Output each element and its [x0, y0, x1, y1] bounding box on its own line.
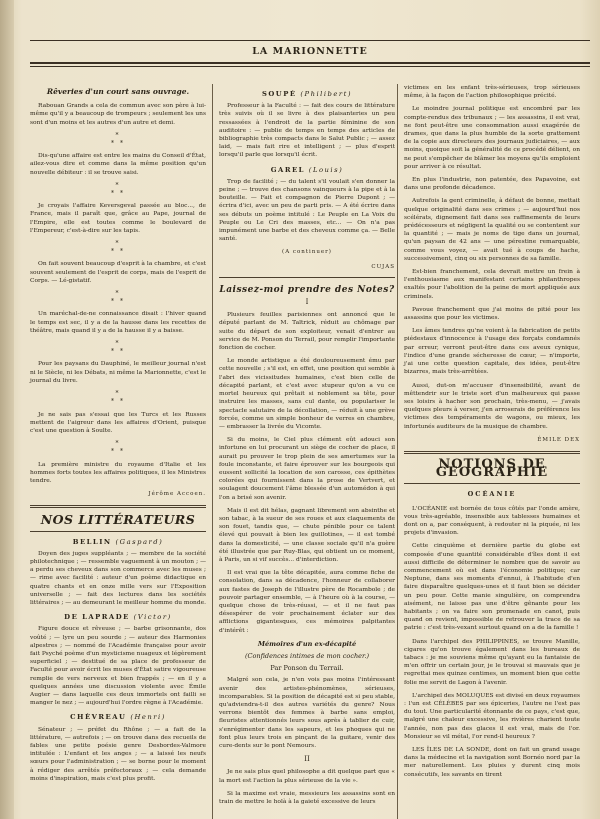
section-subheading: OCÉANIE	[467, 490, 517, 499]
paragraph: On fait souvent beaucoup d'esprit à la chambre, et c'est souvent seulement de l'esprit de corps, mais de l'esprit de Corps. — Lé-gistatif.	[30, 261, 206, 284]
separator-stars: * * *	[111, 390, 125, 406]
paragraph: Cette cinquième et dernière partie du globe est composée d'une quantité considérable d'îles dont il est aussi difficile de déterminer le nombre que de savoir au commencement où est dans l'économie politique; car Neptune, dans ses moments d'ennui, à l'habitude d'en faire disparaître quelques-unes et il faut bien se décider un peu pour. Cette manie singulière, on comprendra aisément, ne laisse pas une d'être gênante pour les habitants ; on va faire son promenade en canot, puis quand on revient, impossible de retrouver la trace de sa patrie : c'est très-vexant surtout quand on a de la famille !	[404, 543, 580, 632]
entry-text: Doyen des juges suppléants ; — membre de la société philotechnique ; — ressemble vaguement à un mouton ; — a perdu ses cheveux dans son commerce avec les muses ; — rime avec facilité : auteur d'un poème didactique en quatre chants et en onze mille vers sur l'Exposition universelle ; — fait des lectures dans les sociétés littéraires ; — au demeurant le meilleur homme du monde.	[30, 550, 206, 606]
entry-first-name: (Philibert)	[300, 90, 353, 98]
entry-first-name: (Victor)	[133, 613, 172, 622]
entry-name: DE LAPRADE	[64, 613, 130, 622]
section-number: I	[305, 298, 309, 307]
entry-first-name: (Louis)	[308, 165, 344, 174]
paragraph: Le moindre journal politique est encombré par les compte-rendus des tribunaux ; — les assassins, il est vrai, ne font peut-être une consommation aussi exagérée de drames, que dans la plus humble de la sorte grattement de la copie aux directeurs des journaux judiciaires, — aux moins, quoique soit la généralité de ce procédé délient, on ne peut s'empêcher de blâmer les moyens qu'ils emploient pour arriver à ce résultat.	[404, 106, 580, 170]
entry-text: Figure douce et rêveuse ; — barbe grisonnante, dos voûté ; — lyre un peu sourde ; — auteur des Harmonies alpestres ; — nommé de l'Académie française pour avoir fait Psyché poème d'un mysticisme nuageux et légèrement superficiel ; — destitué de sa place de professeur de Faculté pour avoir écrit les muses d'État satire vigoureuse remplie de vers nerveux et bien frappés ; — en il y a quelques années une discussion violente avec Émile Augier — dans laquelle ces deux immortels ont failli se manger le nez ; — aujourd'hui l'ordre règne à l'Académie.	[30, 626, 206, 707]
paragraph: Il est vrai que la tête décapitée, aura comme fiche de consolation, dans sa décadence, l'honneur de collaborer aux fastes de Joseph de l'illustre père de Rocambole ; de pouvoir partager ensemble, — à l'heure où à la course, — quelque chose de très-réussi, — et il ne faut pas désespérer de voir prochainement éclater sur des afflictions gigantesques, ces mémoires palpitantes d'intérêt :	[219, 570, 395, 634]
entry-title	[30, 613, 206, 621]
paragraph: Je croyais l'affaire Keversgeval passée au bloc..., de France, mais il paraît que, grâce au Pape, journal de l'Empire, elle est toutes comme le boulevard de l'Empereur, c'est-à-dire sur les tapis.	[30, 203, 206, 234]
section-big-heading: NOS LITTÉRATEURS	[40, 512, 196, 528]
entry-name: CHÈVREAU	[70, 713, 127, 722]
paragraph: L'archipel des MOLUQUES est divisé en deux royaumes : l'un est CÉLÈBES par ses épiceries, l'autre ne l'est pas du tout. Une particularité étonnante de ce pays, c'est que, malgré une chaleur excessive, les rivières charient toute l'année, non pas des glaces il est vrai, mais de l'or. Monsieur se vil métal, l'or rend-il heureux ?	[404, 692, 580, 740]
paragraph: Si du moins, le Ciel plus clément eût adouci son infortune en lui procurant un siège de cocher de place, il aurait pu prouver le trop plein de ses amertumes sur la foule inconstante, et faire éprouver sur les bourgeois qui eussent sollicité la location de son carosse, ces épithètes colorées qui fournissent dans la prose de Vertvert, et soulagent doucement l'âme blessée d'un automédon à qui l'on a brisé son avenir.	[219, 437, 395, 501]
paragraph: Est-bien franchement, cela devrait mettre un frein à l'enthousiasme aux manifestant certains philanthropes exaltés pour l'abolition de la peine de mort appliquée aux criminels.	[404, 269, 580, 300]
paragraph: La première ministre du royaume d'Italie et les hommes forts toutes les affaires politiques, il les Ministres tendre.	[30, 461, 206, 484]
entry-text: Trop de facilité ; — du talent s'il voulait s'en donner la peine ; — trouve des chansons vainqueurs à la pipe et à la bouteille. — Fait et compagnon de Pierre Dupont ; — écrira d'ici, avec un peu de parti pris. — A été écrire dans ses débuts un poème intitulé : Le Peuple en La Voix du Peuple ou Le Cri des masses, etc... — On n'a pas impunément une barbe et des cheveux comme ça. — Belle santé.	[219, 178, 395, 243]
entry-name: GAREL	[270, 165, 305, 174]
entry-title	[30, 713, 206, 721]
separator-stars: * * *	[111, 340, 125, 356]
paragraph: Je ne sais pas s'essai que les Turcs et les Russes mettent de l'aigreur dans les affaires d'Orient, puisque c'est une question à Soulte.	[30, 411, 206, 434]
paragraph: Les âmes tendres qu'ne voient à la fabrication de petits piédestaux d'innocence à l'usage des forçats condamnés par erreur, verront peut-être dans ces aveux cynique, l'indice d'une grande sécheresse de cœur, — n'importe, j'ai une cette question capitale, des idées, peut-être bizarres, mais très-arrêtées.	[404, 328, 580, 376]
entry-name: SOUPÉ	[261, 90, 297, 98]
separator-stars: * * *	[111, 440, 125, 456]
masthead-bottom-rule-thin	[30, 66, 590, 67]
paragraph: L'OCÉANIE est bornée de tous côtés par l'onde amère, vous très-agréable, insensible aux tablesses humaines et dont on a, par conséquent, à redouter ni la piquée, ni les projets d'invasion.	[404, 505, 580, 537]
column-divider-2	[397, 84, 398, 819]
column-2	[219, 84, 395, 811]
section-rule	[404, 483, 580, 484]
paragraph: Malgré son cela, je n'en vois pas moins l'intéressant avenir des artistes-phénomènes, sérieuses, incomparables. Si la position de décapité est si peu stable, qu'adviendra-t-il des autres variétés du genre? Nous verrons bientôt des femmes à barbe sans emploi, fleuristes attentionnés leurs sous après à tablier de cuir, s'enrégimenter dans les sapeurs, et les phoques qui ne font plus leurs trois en pinçant de la guitare, venir des cure-dents sur le pont Nemours.	[219, 677, 395, 750]
section-rule	[219, 277, 395, 278]
memoir-subtitle: (Confidences intimes de mon cocher.)	[244, 651, 370, 660]
masthead-title: LA MARIONNETTE	[252, 46, 368, 57]
section-heading: Rêveries d'un court sans ouvrage.	[46, 87, 190, 96]
paragraph: victimes en les enfant très-sérieuses, trop sérieuses même, à la façon de l'action philosophique précité.	[404, 85, 580, 100]
memoir-author: Par Ponson du Terrail.	[270, 664, 344, 673]
paragraph: Dis-qu'une affaire est entre les mains du Conseil d'État, ailez-vous dire et comme dans la même position qu'un nouvelle débiteur : il se trouve saisi.	[30, 153, 206, 176]
column-1	[30, 84, 206, 788]
paragraph: Plusieurs feuilles parisiennes ont annoncé que le député parlant de M. Taltrick, réduit au chômage par suite du départ de son exploiteur, venait d'entrer au service de M. Ponson du Terrail, pour remplir l'importante fonction de cocher.	[219, 312, 395, 352]
entry-text: Professeur à la Faculté : — fait des cours de littérature très suivis où il se livre à des plaisanteries un peu ressassées à l'endroit de la partie féminine de son auditoire : — publie de temps en temps des articles de bibliographie très compacts dans le Salut Public ; — assez laid, — mais fait rire et intelligent ; — plus d'esprit lorsqu'il parle que lorsqu'il écrit.	[219, 103, 395, 159]
separator-stars: * * *	[111, 240, 125, 256]
paragraph: Si la maxime est vraie, messieurs les assassins sont en train de mettre le holà à la gaieté excessive de leurs	[219, 790, 395, 806]
paragraph: Rabouan Grands a cela de commun avec son père à lui-même qu'il y a beaucoup de trompeurs ; seulement les uns sont d'un moins et les autres d'un autre et demi.	[30, 103, 206, 126]
continued-note: (A continuer)	[282, 249, 332, 256]
signature: CUJAS	[371, 263, 395, 270]
paragraph: Aussi, dut-on m'accuser d'insensibilité, avant de mêttendrir sur le triste sort d'un malheureux qui passe ses loisirs à hacher son prochain, très-menu, — j'avais quelques pleurs à verser, j'en arroserais de préférence les victimes des tempéraments de wagons, ou mieux, les infortunés auditeurs de la musique de chambre.	[404, 382, 580, 430]
masthead-top-rule	[30, 40, 590, 41]
column-3	[404, 84, 580, 784]
page-binding-edge	[0, 0, 14, 819]
entry-first-name: (Henri)	[130, 713, 166, 722]
separator-stars: * * *	[111, 290, 125, 306]
column-divider-1	[212, 84, 213, 819]
paragraph: Dans l'archipel des PHILIPPINES, se trouve Manille, cigares qu'on trouve également dans les bureaux de tabacs : je me souviens même qu'ayant eu la fantaisie de m'en offrir un certain jour, je le trouvai si mauvais que je regrettai mes quinze centimes, un moment bien que cette folie me servit de Lagon à l'avenir.	[404, 638, 580, 686]
paragraph: Mais il est dit hélas, gagnant librement son absinthe et son tabac, à la sueur de ses roues et aux claquements de son fouet, tandis que, — chute pénible pour ce talent élevé qui pouvait à bien les guillotines, — il est tombé dans la domesticité, — une classe sociale qu'il n'a guère été illustrée que par Ruy-Blas, qui obtient un ce moment, à Paris, un si vif succès... d'interdiction.	[219, 507, 395, 563]
section-big-heading: NOTIONS DE GÉOGRAPHIE	[435, 456, 549, 481]
separator-stars: * * *	[111, 181, 125, 198]
entry-title	[219, 166, 395, 174]
paragraph: Pour les paysans du Dauphiné, le meilleur journal n'est ni le Siècle, ni les Débats, ni même la Marionnette, c'est le journal du livre.	[30, 361, 206, 384]
paragraph: Autrefois la gent criminelle, à défaut de bonne, mettait quelque originalité dans ses crimes ; — aujourd'hui nos scélérats, dignement fait dans ses raffinements de leurs prédécesseurs et négligent la qualité ou se contentent sur la quantité ; — mais je noms de tige dans un journal, qu'un paysan de 42 ans — une pérestine remarquable, comme vous voyez, — avait tué à coups de hache, successivement, cinq ou six personnes de sa famille.	[404, 198, 580, 262]
section-number: II	[304, 755, 310, 764]
section-rule	[404, 451, 580, 454]
section-rule	[30, 531, 206, 532]
entry-text: Sénateur ; — préfet du Rhône ; — a fait de la littérature, — autrefois ; — on trouve dans des recueils de fables une petite poésie genre Desbordes-Valmore intitulée : L'enfant et les anges ; — a laissé les neufs sœurs pour l'administration ; — se borne pour le moment à rédiger des arrêtés préfectoraux ; — cela demande moins d'inspiration, mais c'est plus profit.	[30, 726, 206, 782]
memoir-title: Mémoires d'un ex-décapité	[257, 639, 357, 648]
entry-title	[30, 538, 206, 546]
article-headline: Laissez-moi prendre des Notes?	[219, 284, 395, 295]
separator-stars: * * *	[111, 131, 125, 148]
paragraph: Je ne sais plus quel philosophe a dit quelque part que « la mort est l'action la plus sérieuse de la vie ».	[219, 769, 395, 784]
section-rule	[30, 505, 206, 508]
paragraph: LES ÎLES DE LA SONDE, dont on fait un grand usage dans la médecine et la navigation sont Bornéo nord par la mer naturellement. Les pluies y durent cinq mois consécutifs, les savants en tirent	[404, 747, 580, 778]
entry-title	[219, 90, 395, 98]
signature: Jérôme Accoen.	[148, 491, 206, 498]
masthead-bottom-rule	[30, 62, 590, 64]
paragraph: Le monde artistique a été douloureusement ému par cette nouvelle ; s'il est, en effet, une position qui semble à l'abri des vicissitudes humaines, c'est bien celle de décapité parlant, et c'est avec stupeur qu'on a vu ce mortel heureux qui prêtait si noblement sa tête, pour instruire les masses, sans cul dante, ou populariser le spectacle salutaire de la décollation, — réduit à une grève forcée, comme un simple bonheur de verres en chambre, — embrasser la livrée du Vicomte.	[219, 358, 395, 430]
signature: ÉMILE DEX	[537, 436, 580, 443]
paragraph: En plus l'industrie, non patentée, des Papavoine, est dans une profonde décadence.	[404, 177, 580, 192]
entry-name: BELLIN	[72, 537, 112, 546]
paragraph: Un maréchal-de-ne connaissance disait : l'hiver quand le temps est sec, il y a de la hausse dans les recettes de théâtre, mais quand il y a de la hausse il y a baisse.	[30, 311, 206, 334]
paragraph: Pavoue franchement que j'ai moins de pitié pour les assassins que pour les victimes.	[404, 306, 580, 322]
entry-first-name: (Gaspard)	[115, 537, 164, 546]
